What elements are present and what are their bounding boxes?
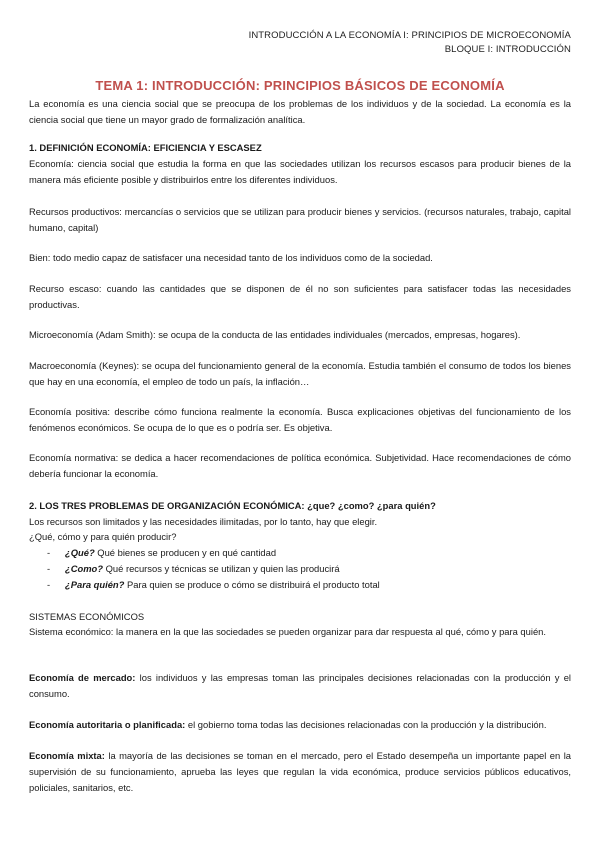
systems-heading: SISTEMAS ECONÓMICOS — [29, 611, 145, 622]
definition-sistema-economico: Sistema económico: la manera en la que las sociedades se pueden organizar para dar respuesta al qué, cómo y para quién. — [29, 626, 546, 637]
definition-macroeconomia: Macroeconomía (Keynes): se ocupa del funcionamiento general de la economía. Estudia también el consumo de todos los bienes que hay en una economía, el empleo de todo un país, la inflación… — [29, 360, 571, 387]
intro-paragraph: La economía es una ciencia social que se preocupa de los problemas de los individuos y de la sociedad. La economía es la ciencia social que tiene un mayor grado de formalización analítica. — [29, 98, 571, 125]
page-title: TEMA 1: INTRODUCCIÓN: PRINCIPIOS BÁSICOS DE ECONOMÍA — [95, 78, 505, 93]
definition-economia: Economía: ciencia social que estudia la forma en que las sociedades utilizan los recursos escasos para producir bienes de la manera más eficiente posible y distribuirlos entre los diferentes individuos. — [29, 158, 571, 185]
section2-intro: Los recursos son limitados y las necesidades ilimitadas, por lo tanto, hay que elegir. — [29, 516, 378, 527]
section2-heading: 2. LOS TRES PROBLEMAS DE ORGANIZACIÓN ECONÓMICA: ¿que? ¿como? ¿para quién? — [29, 500, 436, 511]
running-header-course: INTRODUCCIÓN A LA ECONOMÍA I: PRINCIPIOS DE MICROECONOMÍA — [248, 30, 571, 41]
section2-question: ¿Qué, cómo y para quién producir? — [29, 531, 177, 542]
section1-heading: 1. DEFINICIÓN ECONOMÍA: EFICIENCIA Y ESCASEZ — [29, 142, 262, 153]
list-bullet: - — [47, 547, 51, 558]
list-item-como: ¿Como? Qué recursos y técnicas se utilizan y quien las producirá — [65, 563, 340, 574]
definition-microeconomia: Microeconomía (Adam Smith): se ocupa de la conducta de las entidades individuales (mercados, empresas, hogares). — [29, 329, 521, 340]
section2-questions: : ¿que? ¿como? ¿para quién? — [301, 500, 436, 511]
definition-recursos-productivos: Recursos productivos: mercancías o servicios que se utilizan para producir bienes y servicios. (recursos naturales, trabajo, capital humano, capital) — [29, 206, 571, 233]
definition-economia-de-mercado: Economía de mercado: los individuos y las empresas toman las principales decisiones relacionadas con la producción y el consumo. — [29, 672, 572, 699]
definition-economia-planificada: Economía autoritaria o planificada: el gobierno toma todas las decisiones relacionadas con la producción y la distribución. — [29, 719, 547, 730]
list-item-que: ¿Qué? Qué bienes se producen y en qué cantidad — [65, 547, 277, 558]
list-bullet: - — [47, 563, 51, 574]
list-item-para-quien: ¿Para quién? Para quien se produce o cómo se distribuirá el producto total — [65, 579, 380, 590]
definition-economia-mixta: Economía mixta: la mayoría de las decisiones se toman en el mercado, pero el Estado desempeña un importante papel en la supervisión de su funcionamiento, aprueba las leyes que regulan la vida económica, produce servicios públicos educativos, policiales, sanitarios, etc. — [29, 750, 571, 793]
list-bullet: - — [47, 579, 51, 590]
definition-economia-normativa: Economía normativa: se dedica a hacer recomendaciones de política económica. Subjetividad. Hace recomendaciones de cómo debería funcionar la economía. — [29, 452, 571, 479]
definition-recurso-escaso: Recurso escaso: cuando las cantidades que se disponen de él no son suficientes para satisfacer todas las necesidades productivas. — [29, 283, 571, 310]
definition-economia-positiva: Economía positiva: describe cómo funciona realmente la economía. Busca explicaciones objetivas del funcionamiento de los fenómenos económicos. Se ocupa de lo que es o podría ser. Es objetiva. — [29, 406, 571, 433]
definition-bien: Bien: todo medio capaz de satisfacer una necesidad tanto de los individuos como de la sociedad. — [29, 252, 433, 263]
running-header-block: BLOQUE I: INTRODUCCIÓN — [444, 44, 571, 55]
